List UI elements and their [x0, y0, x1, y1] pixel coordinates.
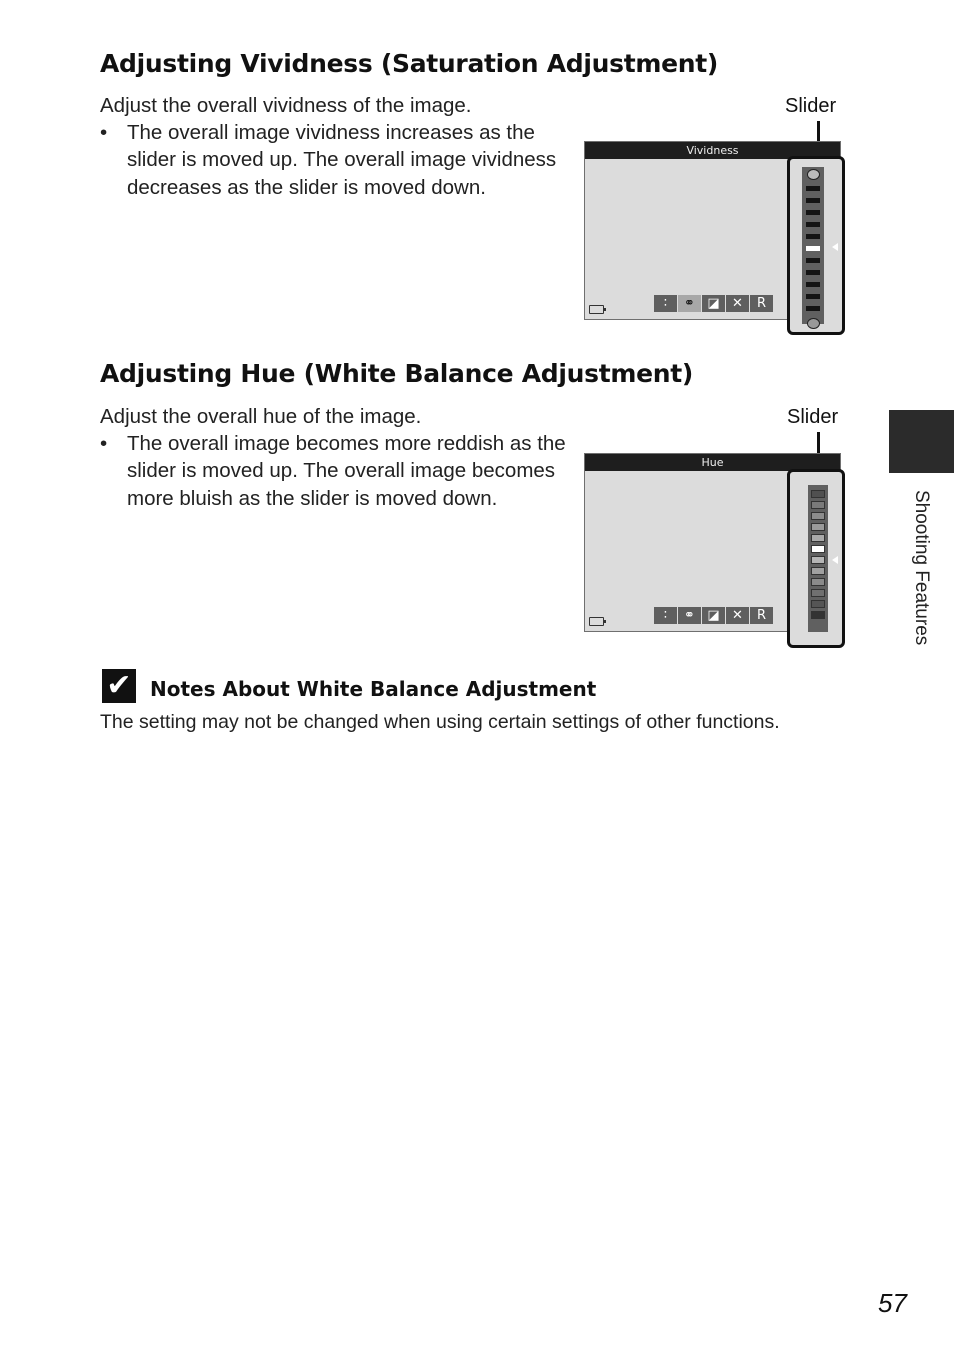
screen-title-bar: Vividness [585, 142, 840, 159]
battery-icon [589, 305, 604, 314]
effect-menu [654, 295, 773, 312]
color-circles-icon[interactable]: ⚭ [678, 295, 701, 312]
reset-icon[interactable]: R [750, 295, 773, 312]
slider-tick-current [806, 246, 820, 251]
vividness-slider[interactable] [802, 167, 824, 324]
hue-swatch-current [811, 545, 825, 553]
slider-tick [806, 234, 820, 239]
hue-swatch [811, 490, 825, 498]
reset-icon[interactable]: R [750, 607, 773, 624]
color-dots-icon[interactable]: ∶ [654, 607, 677, 624]
chapter-tab-label: Shooting Features [911, 490, 932, 646]
slider-tick [806, 258, 820, 263]
bullet-dot: • [100, 432, 108, 455]
hue-swatch [811, 611, 825, 619]
slider-tick [806, 222, 820, 227]
hue-swatch [811, 512, 825, 520]
hue-swatch [811, 567, 825, 575]
cross-icon[interactable]: ✕ [726, 607, 749, 624]
slider-tick [806, 270, 820, 275]
intro-hue: Adjust the overall hue of the image. [100, 405, 422, 428]
slider-tick [806, 198, 820, 203]
slider-tick [806, 282, 820, 287]
slider-pointer-icon [832, 243, 838, 251]
slider-highlight-hue[interactable] [787, 469, 845, 648]
screen-title-bar: Hue [585, 454, 840, 471]
effect-menu [654, 607, 773, 624]
slider-highlight-vividness[interactable] [787, 156, 845, 335]
slider-tick [806, 306, 820, 311]
intro-vividness: Adjust the overall vividness of the image. [100, 94, 472, 117]
vivid-bottom-icon [807, 318, 820, 329]
hue-slider[interactable] [808, 485, 828, 632]
cross-icon[interactable]: ✕ [726, 295, 749, 312]
exposure-icon[interactable]: ◪ [702, 295, 725, 312]
bullet-text: The overall image becomes more reddish as the slider is moved up. The overall image becomes more bluish as the slider is moved down. [127, 432, 566, 510]
slider-tick [806, 294, 820, 299]
section-heading-vividness: Adjusting Vividness (Saturation Adjustment) [100, 49, 719, 78]
note-text: The setting may not be changed when using certain settings of other functions. [100, 711, 780, 733]
hue-swatch [811, 589, 825, 597]
note-title: Notes About White Balance Adjustment [150, 677, 597, 701]
color-dots-icon[interactable]: ∶ [654, 295, 677, 312]
slider-tick [806, 210, 820, 215]
checkmark-icon: ✔ [102, 669, 136, 703]
slider-callout-vividness: Slider [785, 95, 837, 117]
hue-swatch [811, 534, 825, 542]
exposure-icon[interactable]: ◪ [702, 607, 725, 624]
page-number: 57 [878, 1288, 907, 1318]
hue-swatch [811, 600, 825, 608]
hue-swatch [811, 501, 825, 509]
section-heading-hue: Adjusting Hue (White Balance Adjustment) [100, 359, 694, 388]
color-circles-icon[interactable]: ⚭ [678, 607, 701, 624]
battery-icon [589, 617, 604, 626]
hue-swatch [811, 523, 825, 531]
hue-swatch [811, 578, 825, 586]
bullet-dot: • [100, 121, 108, 144]
vivid-top-icon [807, 169, 820, 180]
slider-callout-hue: Slider [787, 406, 839, 428]
hue-swatch [811, 556, 825, 564]
chapter-tab-marker [889, 410, 954, 473]
bullet-text: The overall image vividness increases as the slider is moved up. The overall image vividness decreases as the slider is moved down. [127, 121, 557, 199]
slider-pointer-icon [832, 556, 838, 564]
slider-tick [806, 186, 820, 191]
